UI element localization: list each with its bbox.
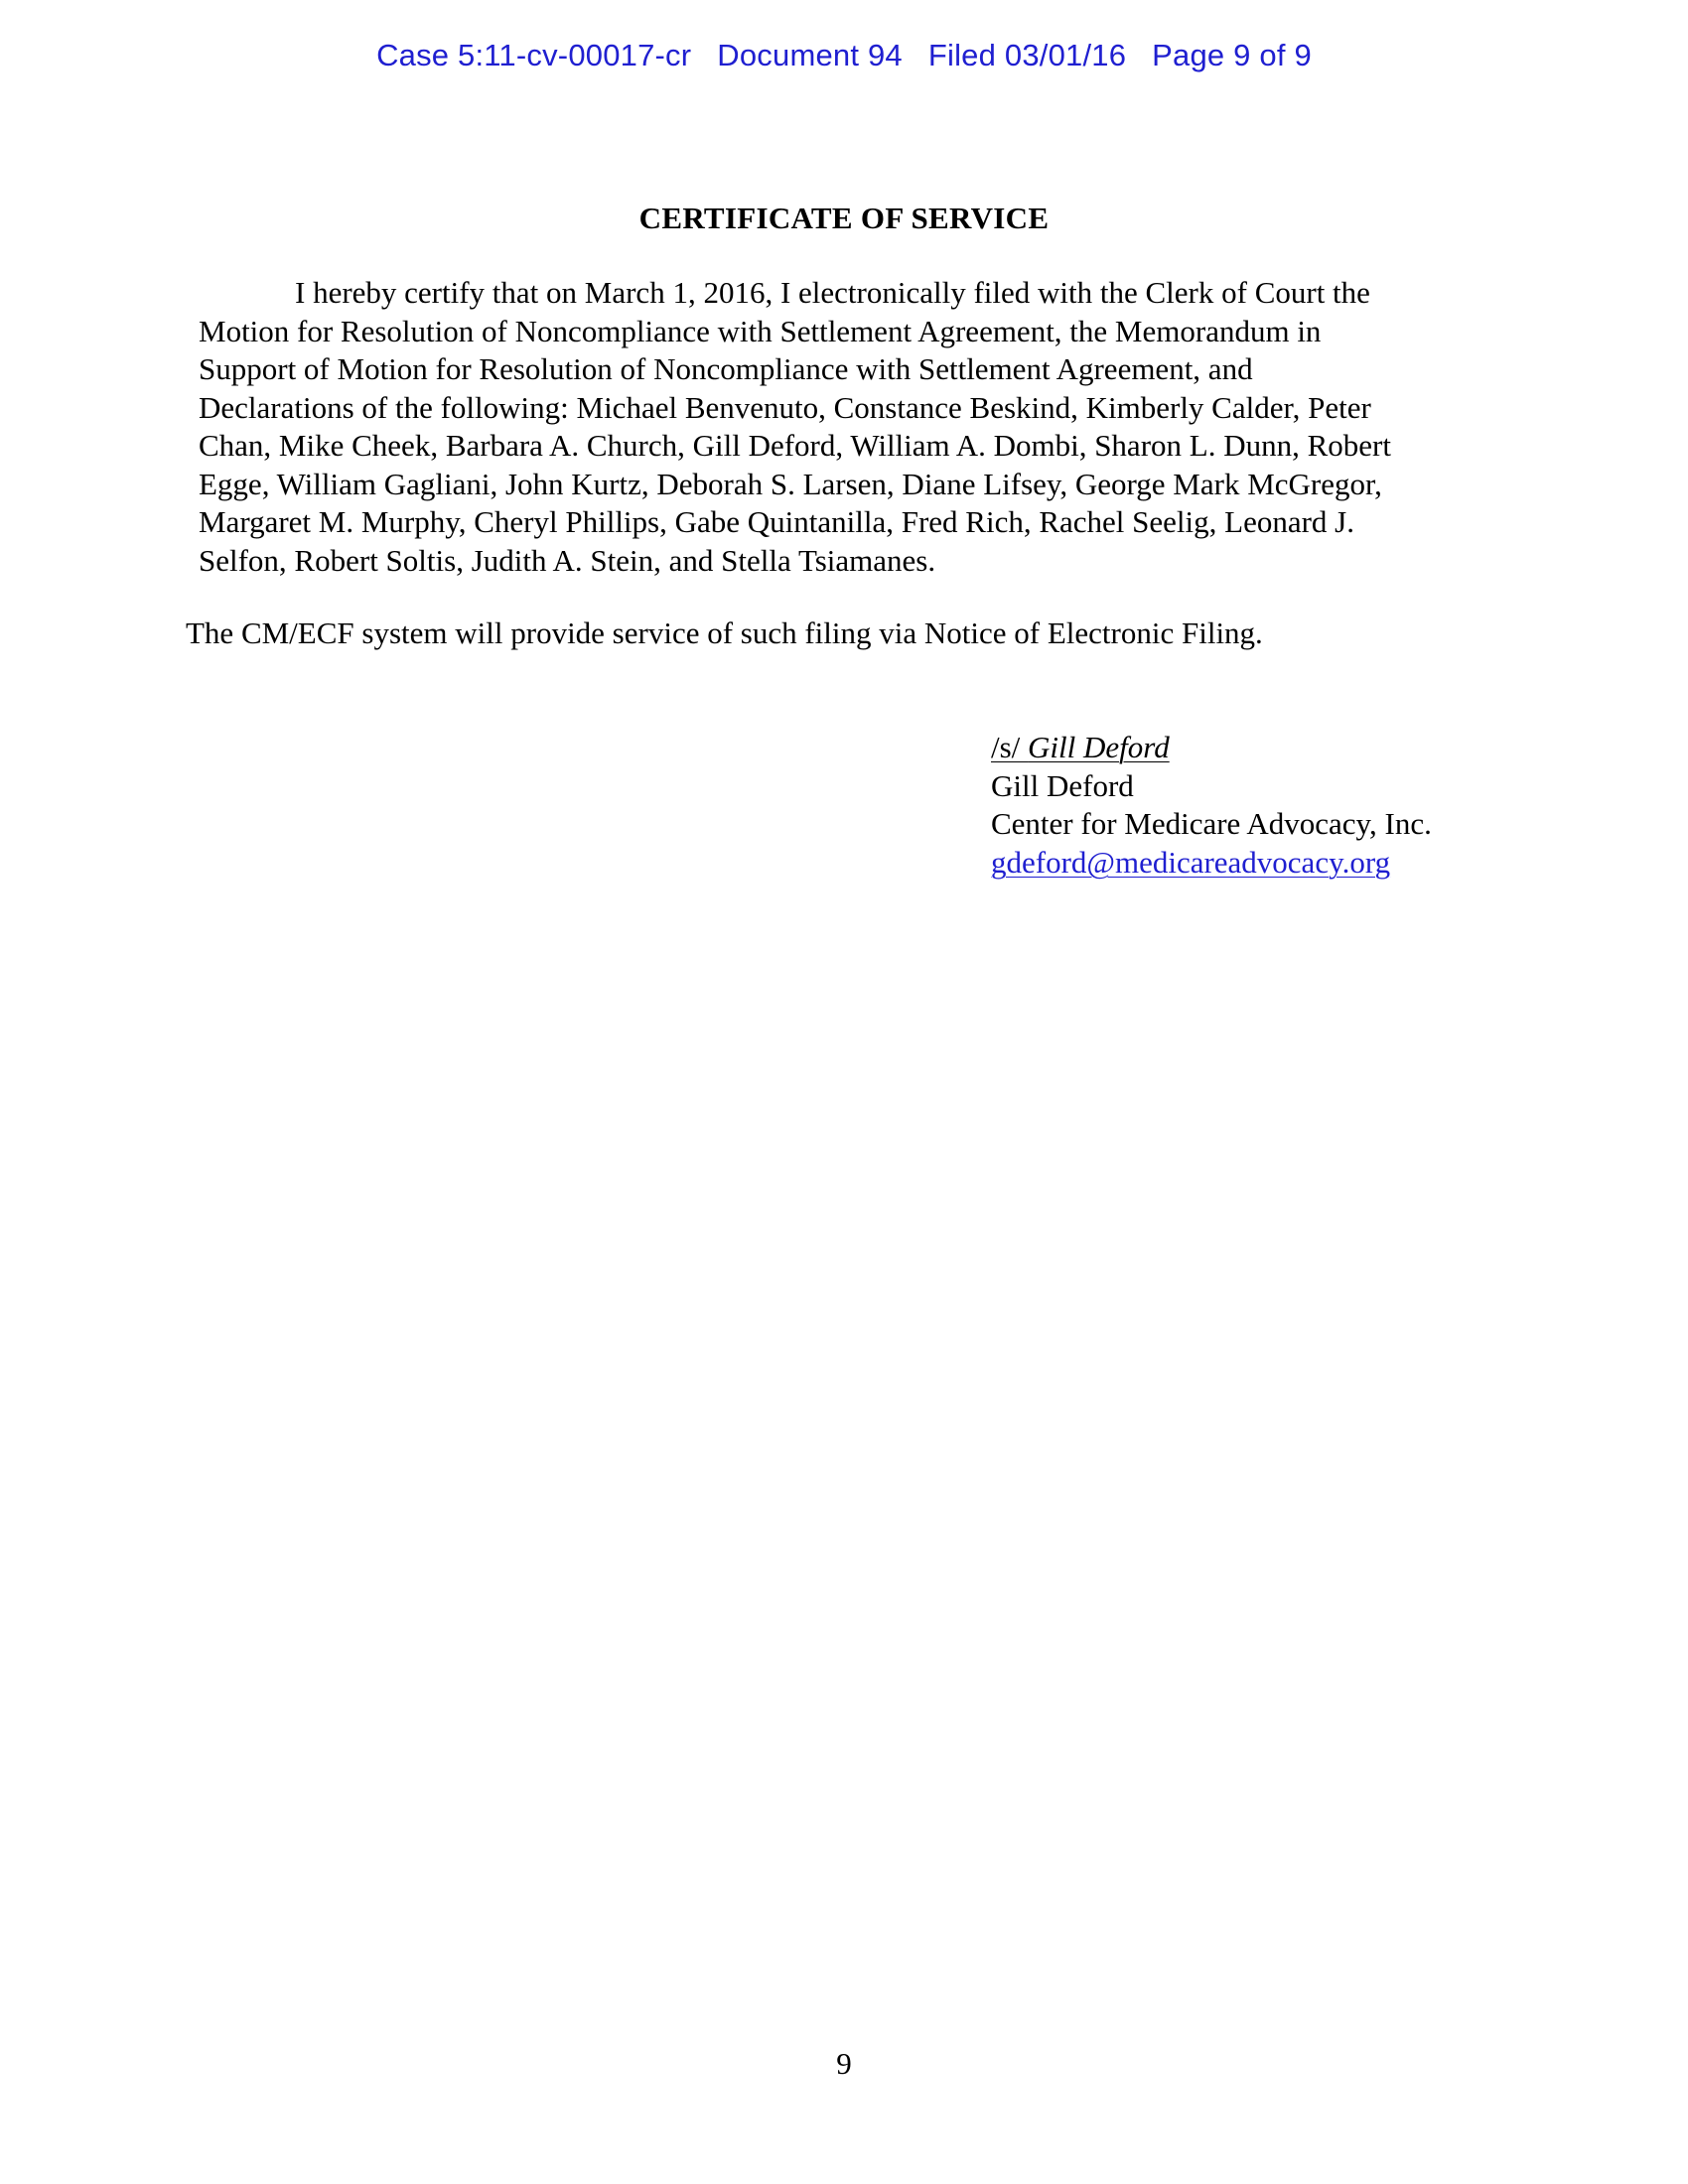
signer-organization: Center for Medicare Advocacy, Inc. [991, 806, 1432, 841]
certification-line: Motion for Resolution of Noncompliance with Settlement Agreement, the Memorandum in [199, 313, 1322, 348]
certificate-title: CERTIFICATE OF SERVICE [638, 201, 1050, 235]
certification-line: Selfon, Robert Soltis, Judith A. Stein, and Stella Tsiamanes. [199, 542, 936, 578]
electronic-signature [991, 729, 1432, 767]
case-number: Case 5:11-cv-00017-cr [376, 38, 692, 72]
signature-name: Gill Deford [1028, 730, 1170, 764]
signature-block [991, 729, 1432, 882]
page-number: 9 [836, 2046, 852, 2081]
certification-paragraph [199, 274, 1499, 580]
signer-email-link[interactable]: gdeford@medicareadvocacy.org [991, 844, 1391, 880]
certification-line: Support of Motion for Resolution of Noncompliance with Settlement Agreement, and [199, 351, 1253, 386]
page-of-total: Page 9 of 9 [1152, 38, 1312, 72]
filed-date: Filed 03/01/16 [927, 38, 1127, 72]
certification-line: Margaret M. Murphy, Cheryl Phillips, Gabe Quintanilla, Fred Rich, Rachel Seelig, Leonard J. [199, 504, 1354, 539]
certification-line: Chan, Mike Cheek, Barbara A. Church, Gill Deford, William A. Dombi, Sharon L. Dunn, Robert [199, 428, 1391, 463]
certification-line: I hereby certify that on March 1, 2016, I electronically filed with the Clerk of Court the [295, 275, 1370, 310]
signature-prefix: /s/ [991, 730, 1029, 764]
document-number: Document 94 [717, 38, 903, 72]
signer-name: Gill Deford [991, 767, 1134, 803]
certification-line: Egge, William Gagliani, John Kurtz, Deborah S. Larsen, Diane Lifsey, George Mark McGregor, [199, 466, 1382, 501]
ecf-case-header [0, 38, 1688, 73]
service-statement: The CM/ECF system will provide service of such filing via Notice of Electronic Filing. [186, 615, 1263, 650]
certification-line: Declarations of the following: Michael Benvenuto, Constance Beskind, Kimberly Calder, Peter [199, 389, 1371, 425]
